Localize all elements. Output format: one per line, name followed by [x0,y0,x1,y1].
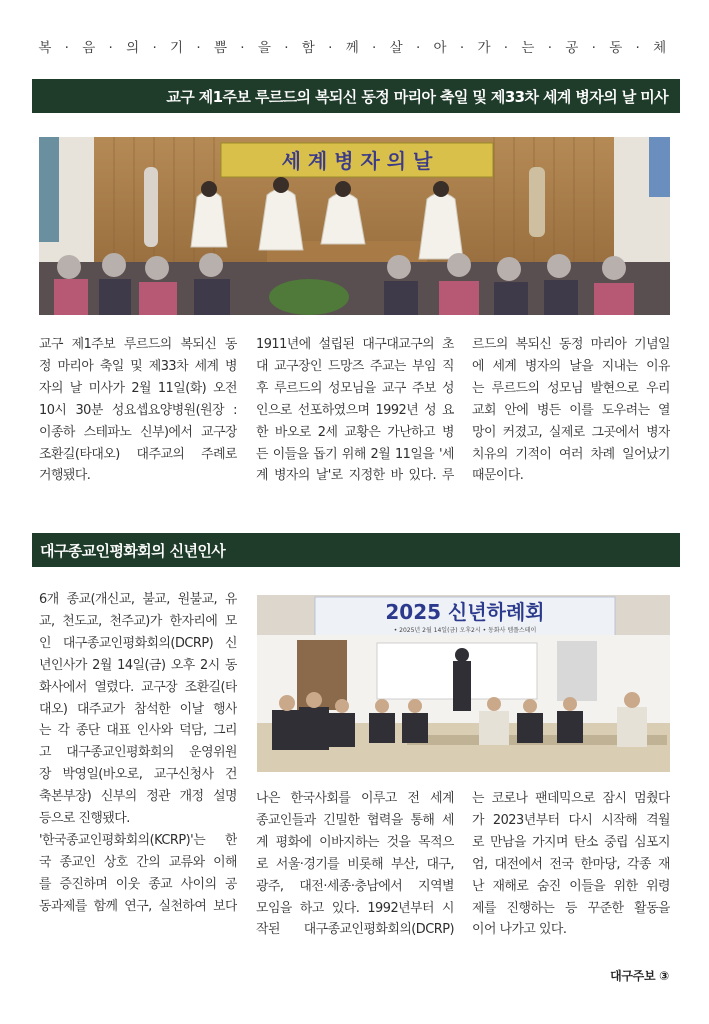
text-line: 1911년에 설립된 대구대교구의 초 [256,337,454,352]
text-line: 고 대구종교인평화회의 운영위원 [39,745,237,761]
tagline: 복 · 음 · 의 · 기 · 쁨 · 을 · 함 · 께 · 살 · 아 · 가 · 는 · 공 · 동 · 체 [38,40,671,56]
text-line: 엄, 대전에서 전국 한마당, 각종 재 [472,856,670,872]
article2-col3 [472,788,670,941]
text-line: 계 평화에 이바지하는 것을 목적으 [256,834,454,850]
greeting-banner-subtext: • 2025년 2월 14일(금) 오후2시 • 동화사 템플스테이 [393,627,537,634]
text-line: 국 종교인 상호 간의 교류와 이해 [39,854,237,870]
text-line: 교, 천도교, 천주교)가 한자리에 모 [39,613,237,629]
text-line: 동과제를 함께 연구, 실천하여 보다 [39,898,237,914]
text-line: 작된 대구종교인평화회의(DCRP) [256,922,454,938]
article2-col1 [39,589,237,918]
text-line: 교구 제1주보 루르드의 복되신 동 [39,337,237,352]
text-line: 난 재해로 숨진 이들을 위한 위령 [472,878,670,894]
greeting-banner-text: 2025 신년하례회 [385,600,545,624]
text-line: 인으로 선포하였으며 1992년 성 요 [256,402,454,418]
text-line: 조환길(타대오) 대주교의 주례로 [39,446,237,462]
text-line: 년인사가 2월 14일(금) 오후 2시 동 [39,657,237,673]
text-line: 나은 한국사회를 이루고 전 세계 [256,791,454,806]
text-line: 가 2023년부터 다시 시작해 격월 [472,812,670,828]
mass-photo-illustration [39,137,670,315]
article2-title-bar [32,533,680,567]
text-line: 장 박영일(바오로, 교구신청사 건 [39,767,237,783]
text-line: 때문이다. [472,468,524,484]
text-line: 르드의 복되신 동정 마리아 기념일 [472,337,670,352]
greeting-photo-illustration [257,595,670,772]
text-line: 축본부장) 신부의 정관 개정 설명 [39,789,237,805]
text-line: 인 대구종교인평화회의(DCRP) 신 [39,635,237,651]
article1-title-bar [32,79,680,113]
mass-banner-text: 세 계 병 자 의 날 [281,149,433,173]
text-line: 거행됐다. [39,468,91,484]
text-line: 자의 날 미사가 2월 11일(화) 오전 [39,380,237,396]
text-line: 6개 종교(개신교, 불교, 원불교, 유 [39,592,237,607]
text-line: 는 루르드의 성모님 발현으로 우리 [472,380,670,396]
text-line: 화사에서 열렸다. 교구장 조환길(타 [39,679,237,695]
text-line: 광주, 대전·세종·충남에서 지역별 [256,878,454,894]
text-line: 후 루르드의 성모님을 교구 주보 성 [256,380,454,396]
text-line: 는 코로나 팬데믹으로 잠시 멈췄다 [472,791,670,806]
text-line: 모임을 하고 있다. 1992년부터 시 [256,900,454,916]
article2-photo [257,595,670,772]
text-line: 로 서울·경기를 비롯해 부산, 대구, [256,856,454,872]
article1-photo [39,137,670,315]
article1-col3 [472,334,670,487]
article1-title: 교구 제1주보 루르드의 복되신 동정 마리아 축일 및 제33차 세계 병자의 날 미사 [166,87,668,106]
text-line: 제를 진행하는 등 꾸준한 활동을 [472,900,670,916]
text-line: 10시 30분 성요셉요양병원(원장 : [39,402,237,418]
text-line: 정 마리아 축일 및 제33차 세계 병 [39,358,237,374]
article2-title: 대구종교인평화회의 신년인사 [40,541,226,560]
text-line: 치유의 기적이 여러 차례 일어났기 [472,446,670,462]
text-line: 를 증진하며 이웃 종교 사이의 공 [39,876,237,892]
text-line: 이종하 스테파노 신부)에서 교구장 [39,424,237,440]
article1-col1 [39,334,237,487]
text-line: 교회 안에 병든 이를 도우려는 열 [472,402,670,418]
page-footer: 대구주보 ③ [610,969,669,983]
text-line: 이어 나가고 있다. [472,922,567,938]
text-line: 계 병자의 날'로 지정한 바 있다. 루 [256,468,454,484]
text-line: 든 이들을 돕기 위해 2월 11일을 '세 [256,446,454,462]
text-line: 대오) 대주교가 참석한 이날 행사 [39,701,237,717]
text-line: 망이 커졌고, 실제로 그곳에서 병자 [472,424,670,440]
text-line: 대 교구장인 드망즈 주교는 부임 직 [256,358,454,374]
text-line: 종교인들과 긴밀한 협력을 통해 세 [256,812,454,828]
text-line: 로 만남을 가지며 탄소 중립 심포지 [472,834,670,850]
article2-col2 [256,788,454,941]
text-line: 등으로 진행됐다. [39,811,130,827]
article1-col2 [256,334,454,487]
text-line: 에 세계 병자의 날을 지내는 이유 [472,358,670,374]
text-line: 한 바오로 2세 교황은 가난하고 병 [256,424,454,440]
text-line: 는 각 종단 대표 인사와 덕담, 그리 [39,723,237,739]
text-line: '한국종교인평화회의(KCRP)'는 한 [39,832,237,848]
